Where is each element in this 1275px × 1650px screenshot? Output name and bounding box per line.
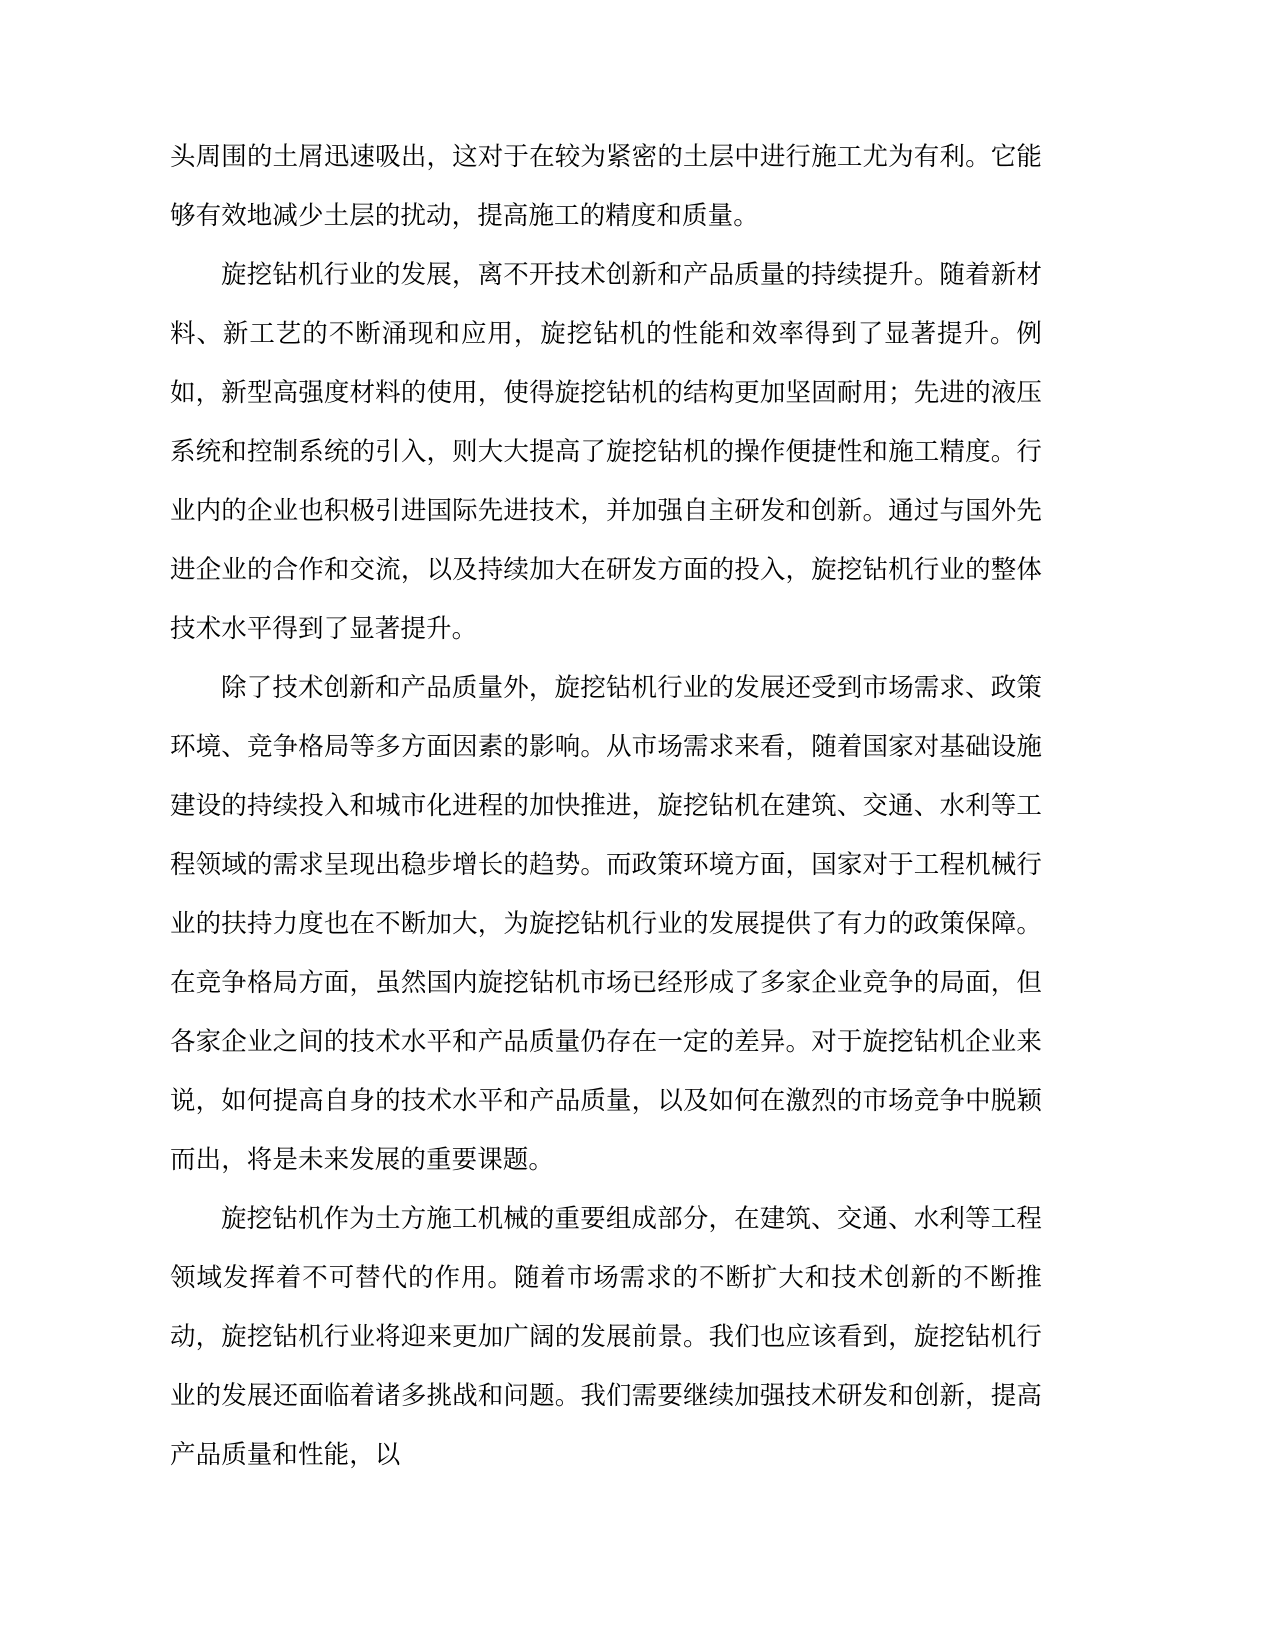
paragraph-2: 旋挖钻机行业的发展，离不开技术创新和产品质量的持续提升。随着新材料、新工艺的不断涌现和应用，旋挖钻机的性能和效率得到了显著提升。例如，新型高强度材料的使用，使得旋挖钻机的结构更加坚固耐用；先进的液压系统和控制系统的引入，则大大提高了旋挖钻机的操作便捷性和施工精度。行业内的企业也积极引进国际先进技术，并加强自主研发和创新。通过与国外先进企业的合作和交流，以及持续加大在研发方面的投入，旋挖钻机行业的整体技术水平得到了显著提升。 [170, 260, 1042, 644]
paragraph-3: 除了技术创新和产品质量外，旋挖钻机行业的发展还受到市场需求、政策环境、竞争格局等多方面因素的影响。从市场需求来看，随着国家对基础设施建设的持续投入和城市化进程的加快推进，旋挖钻机在建筑、交通、水利等工程领域的需求呈现出稳步增长的趋势。而政策环境方面，国家对于工程机械行业的扶持力度也在不断加大，为旋挖钻机行业的发展提供了有力的政策保障。在竞争格局方面，虽然国内旋挖钻机市场已经形成了多家企业竞争的局面，但各家企业之间的技术水平和产品质量仍存在一定的差异。对于旋挖钻机企业来说，如何提高自身的技术水平和产品质量，以及如何在激烈的市场竞争中脱颖而出，将是未来发展的重要课题。 [170, 673, 1042, 1175]
paragraph-4: 旋挖钻机作为土方施工机械的重要组成部分，在建筑、交通、水利等工程领域发挥着不可替代的作用。随着市场需求的不断扩大和技术创新的不断推动，旋挖钻机行业将迎来更加广阔的发展前景。我们也应该看到，旋挖钻机行业的发展还面临着诸多挑战和问题。我们需要继续加强技术研发和创新，提高产品质量和性能，以 [170, 1204, 1042, 1470]
paragraph-1: 头周围的土屑迅速吸出，这对于在较为紧密的土层中进行施工尤为有利。它能够有效地减少土层的扰动，提高施工的精度和质量。 [170, 142, 1042, 231]
document-text-body [170, 128, 1042, 1485]
